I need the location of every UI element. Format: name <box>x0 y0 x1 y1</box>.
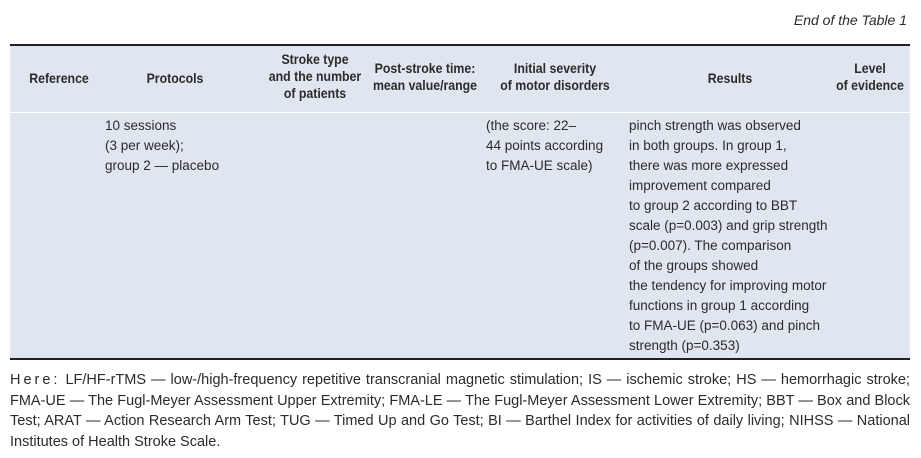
cell-protocols: 10 sessions (3 per week); group 2 — placebo <box>105 118 220 173</box>
header-results: Results <box>707 70 753 86</box>
note-text: LF/HF-rTMS — low-/high-frequency repetitive transcranial magnetic stimulation; IS — ischemic stroke; HS — hemorrhagic stroke; FMA-UE — The Fugl-Meyer Assessment Upper Extremity; FMA-LE — The Fugl-Meyer Assessment Lower Extremity; BBT — Box and Block Test; ARAT — Action Research Arm Test; TUG — Timed Up and Go Test; BI — Barthel Index for activities of daily living; NIHSS — National Institutes of Health Stroke Scale. <box>10 372 910 450</box>
cell-results: pinch strength was observed in both groups. In group 1, there was more expressed improvement compared to group 2 according to BBT scale (p=0.003) and grip strength (p=0.007). The comparison of the groups showed the tendency for improving motor functions in group 1 according to FMA-UE (p=0.063) and pinch strength (p=0.353) <box>629 118 828 353</box>
header-protocols: Protocols <box>146 70 204 86</box>
table-caption: End of the Table 1 <box>793 12 907 28</box>
table-note <box>10 370 910 452</box>
cell-initial-severity: (the score: 22– 44 points according to FMA-UE scale) <box>486 118 604 173</box>
header-level-of-evidence: Level of evidence <box>836 60 904 93</box>
table-header-row <box>10 46 910 113</box>
note-lead: Here: <box>10 372 61 388</box>
header-reference: Reference <box>29 70 89 86</box>
header-initial-severity: Initial severity of motor disorders <box>500 60 610 93</box>
data-table <box>10 44 910 360</box>
header-stroke-type: Stroke type and the number of patients <box>268 51 362 101</box>
header-post-stroke-time: Post-stroke time: mean value/range <box>372 60 478 93</box>
